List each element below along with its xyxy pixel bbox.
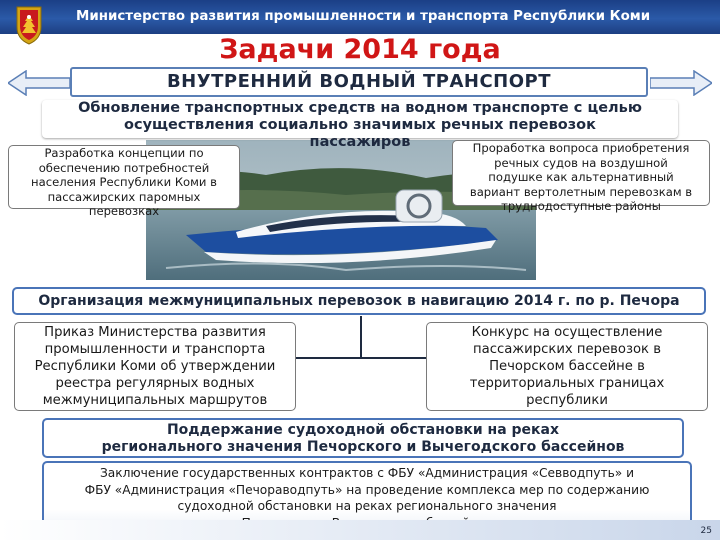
support-line-2: регионального значения Печорского и Вычегодского бассейнов [101,439,625,455]
order-line-4: реестра регулярных водных [55,376,255,391]
hovercraft-line-5: труднодоступные районы [501,199,661,213]
ferry-concept-line-4: пассажирских паромных [47,189,201,204]
page-title: Задачи 2014 года [219,34,501,65]
pechora-transport-bar: Организация межмуниципальных перевозок в навигацию 2014 г. по р. Печора [12,287,706,315]
ferry-concept-line-1: Разработка концепции по [44,146,204,160]
support-line-1: Поддержание судоходной обстановки на реках [166,422,560,438]
order-line-5: межмуниципальных маршрутов [42,393,268,408]
hovercraft-line-1: Проработка вопроса приобретения [472,141,690,155]
ferry-concept-line-5: перевозках [88,204,160,218]
order-line-1: Приказ Министерства развития [44,325,266,340]
fleet-renewal-line-3: пассажиров [309,134,411,150]
order-line-3: Республики Коми об утверждении [34,359,276,374]
hovercraft-line-4: вариант вертолетным перевозкам в [469,184,693,199]
fleet-renewal-line-2: осуществления социально значимых речных перевозок [124,117,596,133]
right-arrow-icon [650,70,712,96]
ferry-concept-line-2: обеспечению потребностей [38,160,210,175]
ferry-concept-box [8,145,240,218]
contest-line-5: республики [526,393,608,408]
ministry-order-box [14,322,296,411]
contest-line-2: пассажирских перевозок в [473,342,661,357]
conclusion-line-1: Заключение государственных контрактов с ФБУ «Администрация «Севводпуть» и [99,466,635,480]
hovercraft-line-3: подушке как альтернативный [488,170,674,184]
contest-line-3: Печорском бассейне в [489,359,645,374]
section-title: ВНУТРЕННИЙ ВОДНЫЙ ТРАНСПОРТ [70,67,648,97]
hovercraft-purchase-box [452,140,710,213]
left-arrow-icon [8,70,70,96]
ferry-concept-line-3: населения Республики Коми в [31,175,217,189]
page-number: 25 [700,526,712,536]
conclusion-line-3: судоходной обстановки на реках регионального значения [177,499,557,513]
hovercraft-line-2: речных судов на воздушной [494,155,668,170]
ministry-name: Министерство развития промышленности и транспорта Республики Коми [76,9,651,24]
fleet-renewal-line-1: Обновление транспортных средств на водном транспорте с целью [78,100,642,116]
contest-line-4: территориальных границах [469,376,665,391]
footer-bar [0,520,720,540]
transport-contest-box [426,322,708,411]
bracket-connector [296,316,426,368]
conclusion-line-2: ФБУ «Администрация «Печораводпуть» на проведение комплекса мер по содержанию [84,482,650,497]
contest-line-1: Конкурс на осуществление [471,325,663,340]
order-line-2: промышленности и транспорта [44,342,266,357]
navigation-support-bar [42,418,684,458]
